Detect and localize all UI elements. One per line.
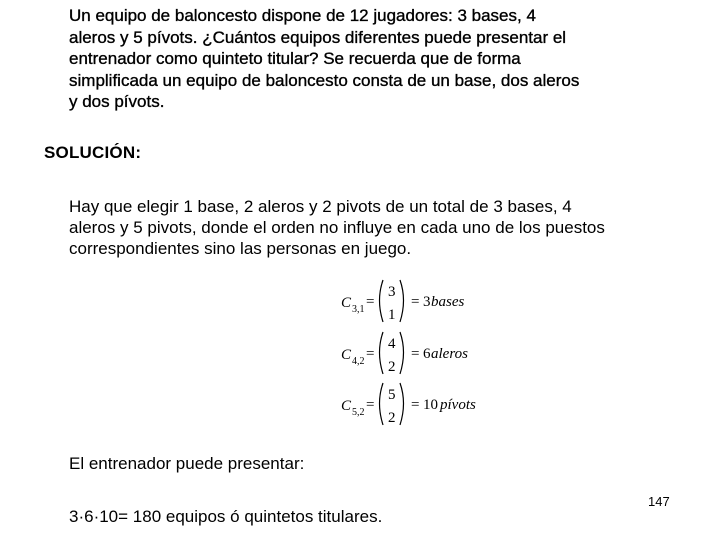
formula-symbol: C — [341, 347, 352, 363]
formula-subscript: 3,1 — [352, 304, 365, 315]
problem-line: simplificada un equipo de baloncesto consta de un base, dos aleros — [69, 70, 580, 90]
binomial-bottom: 2 — [388, 359, 396, 375]
binomial-top: 5 — [388, 387, 396, 403]
problem-line: entrenador como quinteto titular? Se recuerda que de forma — [69, 49, 521, 68]
formula-pivots — [341, 383, 476, 426]
left-paren — [380, 332, 384, 374]
problem-line: Un equipo de baloncesto dispone de 12 jugadores: 3 bases, 4 — [69, 6, 536, 25]
formula-unit: bases — [431, 294, 465, 310]
page-number: 147 — [648, 494, 670, 509]
binomial-bottom: 2 — [388, 410, 396, 426]
result-text: 3·6·10= 180 equipos ó quintetos titulares. — [69, 507, 383, 526]
left-paren — [380, 280, 384, 322]
problem-line: aleros y 5 pívots. ¿Cuántos equipos diferentes puede presentar el — [69, 27, 567, 47]
equals-sign: = — [366, 397, 375, 413]
equals-sign: = — [366, 294, 375, 310]
formula-unit: aleros — [431, 346, 468, 362]
formula-value: 3 — [423, 294, 431, 310]
binomial-top: 3 — [388, 284, 396, 300]
problem-line: y dos pívots. — [69, 92, 165, 111]
formula-value: 10 — [423, 397, 438, 413]
explanation-line: aleros y 5 pivots, donde el orden no influye en cada uno de los puestos — [69, 218, 605, 237]
left-paren — [380, 383, 384, 425]
equals-sign: = — [411, 397, 420, 413]
combination-formulas — [335, 276, 515, 431]
explanation-line: correspondientes sino las personas en juego. — [69, 239, 412, 258]
equals-sign: = — [411, 346, 420, 362]
formula-subscript: 5,2 — [352, 407, 365, 418]
solution-heading: SOLUCIÓN: — [44, 143, 142, 162]
formula-unit: pívots — [440, 397, 476, 413]
formula-aleros — [341, 332, 468, 375]
formulas-svg — [335, 276, 515, 431]
binomial-bottom: 1 — [388, 307, 396, 323]
formula-bases — [341, 280, 464, 323]
right-paren — [400, 332, 404, 374]
explanation-line: Hay que elegir 1 base, 2 aleros y 2 pivots de un total de 3 bases, 4 — [69, 197, 572, 216]
formula-subscript: 4,2 — [352, 356, 365, 367]
problem-statement — [69, 5, 669, 113]
binomial-top: 4 — [388, 336, 396, 352]
right-paren — [400, 280, 404, 322]
equals-sign: = — [411, 294, 420, 310]
formula-symbol: C — [341, 398, 352, 414]
coach-text: El entrenador puede presentar: — [69, 454, 305, 473]
formula-symbol: C — [341, 295, 352, 311]
solution-explanation — [69, 196, 669, 259]
right-paren — [400, 383, 404, 425]
formula-value: 6 — [423, 346, 431, 362]
equals-sign: = — [366, 346, 375, 362]
